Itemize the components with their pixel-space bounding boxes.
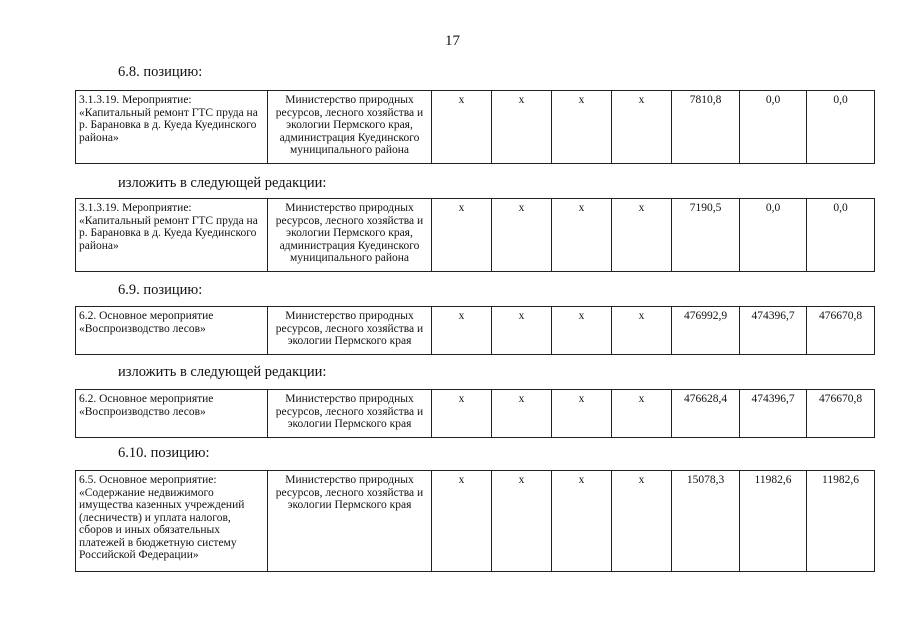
- activity-name-cell: 6.2. Основное мероприятие «Воспроизводство лесов»: [76, 390, 268, 438]
- mark-cell: x: [432, 307, 492, 355]
- value-cell: 7810,8: [672, 91, 740, 164]
- activity-name-cell: 6.5. Основное мероприятие: «Содержание недвижимого имущества казенных учреждений (лесничеств) и уплата налогов, сборов и иных обязательных платежей в бюджетную систему Российской Федерации»: [76, 471, 268, 572]
- mark-cell: x: [552, 471, 612, 572]
- value-cell: 0,0: [740, 199, 807, 272]
- section-heading: 6.8. позицию:: [118, 64, 203, 80]
- mark-cell: x: [492, 199, 552, 272]
- mark-cell: x: [612, 390, 672, 438]
- mark-cell: x: [492, 91, 552, 164]
- mark-cell: x: [612, 471, 672, 572]
- value-cell: 474396,7: [740, 307, 807, 355]
- value-cell: 15078,3: [672, 471, 740, 572]
- activity-name-cell: 6.2. Основное мероприятие «Воспроизводство лесов»: [76, 307, 268, 355]
- section-heading: изложить в следующей редакции:: [118, 175, 327, 191]
- value-cell: 11982,6: [740, 471, 807, 572]
- mark-cell: x: [492, 471, 552, 572]
- table-row: [76, 91, 875, 164]
- value-cell: 0,0: [807, 91, 875, 164]
- mark-cell: x: [552, 390, 612, 438]
- mark-cell: x: [432, 390, 492, 438]
- mark-cell: x: [612, 307, 672, 355]
- mark-cell: x: [552, 199, 612, 272]
- mark-cell: x: [612, 91, 672, 164]
- value-cell: 0,0: [740, 91, 807, 164]
- mark-cell: x: [552, 91, 612, 164]
- activity-name-cell: 3.1.3.19. Мероприятие: «Капитальный ремонт ГТС пруда на р. Барановка в д. Куеда Куединского района»: [76, 199, 268, 272]
- mark-cell: x: [612, 199, 672, 272]
- value-cell: 476992,9: [672, 307, 740, 355]
- table-row: [76, 307, 875, 355]
- budget-table: [75, 198, 875, 272]
- budget-table: [75, 90, 875, 164]
- table-row: [76, 390, 875, 438]
- value-cell: 476670,8: [807, 307, 875, 355]
- value-cell: 7190,5: [672, 199, 740, 272]
- executor-cell: Министерство природных ресурсов, лесного хозяйства и экологии Пермского края, администрация Куединского муниципального района: [268, 199, 432, 272]
- executor-cell: Министерство природных ресурсов, лесного хозяйства и экологии Пермского края: [268, 390, 432, 438]
- section-heading: 6.10. позицию:: [118, 445, 210, 461]
- mark-cell: x: [552, 307, 612, 355]
- table-row: [76, 199, 875, 272]
- mark-cell: x: [432, 471, 492, 572]
- budget-table: [75, 470, 875, 572]
- mark-cell: x: [432, 199, 492, 272]
- section-heading: изложить в следующей редакции:: [118, 364, 327, 380]
- mark-cell: x: [492, 390, 552, 438]
- mark-cell: x: [432, 91, 492, 164]
- value-cell: 11982,6: [807, 471, 875, 572]
- activity-name-cell: 3.1.3.19. Мероприятие: «Капитальный ремонт ГТС пруда на р. Барановка в д. Куеда Куединского района»: [76, 91, 268, 164]
- executor-cell: Министерство природных ресурсов, лесного хозяйства и экологии Пермского края: [268, 471, 432, 572]
- value-cell: 0,0: [807, 199, 875, 272]
- value-cell: 476628,4: [672, 390, 740, 438]
- page-number: 17: [445, 33, 460, 49]
- budget-table: [75, 389, 875, 438]
- section-heading: 6.9. позицию:: [118, 282, 203, 298]
- executor-cell: Министерство природных ресурсов, лесного хозяйства и экологии Пермского края, администрация Куединского муниципального района: [268, 91, 432, 164]
- table-row: [76, 471, 875, 572]
- mark-cell: x: [492, 307, 552, 355]
- value-cell: 474396,7: [740, 390, 807, 438]
- budget-table: [75, 306, 875, 355]
- value-cell: 476670,8: [807, 390, 875, 438]
- executor-cell: Министерство природных ресурсов, лесного хозяйства и экологии Пермского края: [268, 307, 432, 355]
